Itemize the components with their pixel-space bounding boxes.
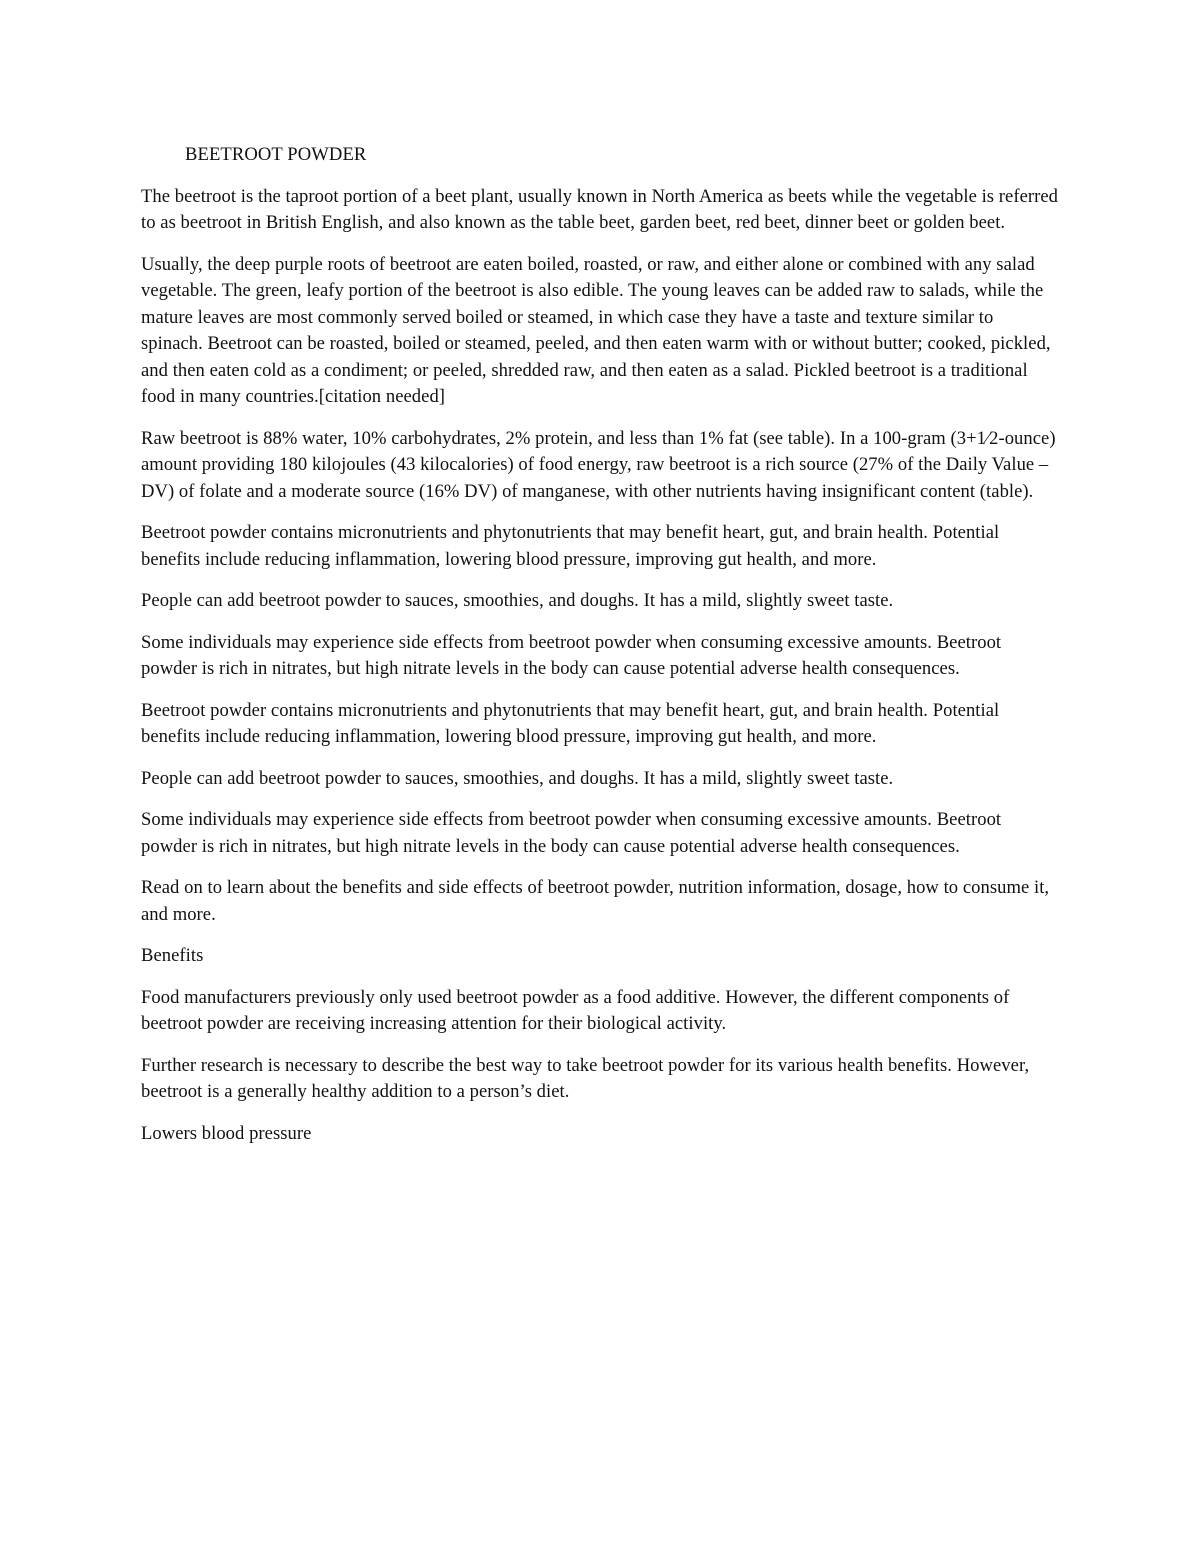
document-body <box>141 142 1059 1162</box>
section-heading-benefits: Benefits <box>141 945 204 966</box>
paragraph-food-additive: Food manufacturers previously only used beetroot powder as a food additive. However, the different components of beetroot powder are receiving increasing attention for their biological activity. <box>141 986 1010 1034</box>
paragraph-powder-benefits: Beetroot powder contains micronutrients and phytonutrients that may benefit heart, gut, and brain health. Potential benefits include reducing inflammation, lowering blood pressure, improving gut health, and more. <box>141 522 1000 570</box>
document-title: BEETROOT POWDER <box>185 144 367 165</box>
paragraph-powder-benefits-repeat: Beetroot powder contains micronutrients and phytonutrients that may benefit heart, gut, and brain health. Potential benefits include reducing inflammation, lowering blood pressure, improving gut health, and more. <box>141 699 1000 747</box>
paragraph-beetroot-definition: The beetroot is the taproot portion of a beet plant, usually known in North America as beets while the vegetable is referred to as beetroot in British English, and also known as the table beet, garden beet, red beet, dinner beet or golden beet. <box>141 185 1059 233</box>
paragraph-culinary-uses: Usually, the deep purple roots of beetroot are eaten boiled, roasted, or raw, and either alone or combined with any salad vegetable. The green, leafy portion of the beetroot is also edible. The young leaves can be added raw to salads, while the mature leaves are most commonly served boiled or steamed, in which case they have a taste and texture similar to spinach. Beetroot can be roasted, boiled or steamed, peeled, and then eaten warm with or without butter; cooked, pickled, and then eaten cold as a condiment; or peeled, shredded raw, and then eaten as a salad. Pickled beetroot is a traditional food in many countries.[citation needed] <box>141 253 1051 407</box>
paragraph-powder-uses: People can add beetroot powder to sauces, smoothies, and doughs. It has a mild, slightly sweet taste. <box>141 590 894 611</box>
paragraph-nutrition: Raw beetroot is 88% water, 10% carbohydrates, 2% protein, and less than 1% fat (see table). In a 100-gram (3+1⁄2-ounce) amount providing 180 kilojoules (43 kilocalories) of food energy, raw beetroot is a rich source (27% of the Daily Value – DV) of folate and a moderate source (16% DV) of manganese, with other nutrients having insignificant content (table). <box>141 427 1056 502</box>
paragraph-read-on: Read on to learn about the benefits and side effects of beetroot powder, nutrition information, dosage, how to consume it, and more. <box>141 877 1050 925</box>
paragraph-side-effects: Some individuals may experience side effects from beetroot powder when consuming excessive amounts. Beetroot powder is rich in nitrates, but high nitrate levels in the body can cause potential adverse health consequences. <box>141 631 1002 679</box>
paragraph-side-effects-repeat: Some individuals may experience side effects from beetroot powder when consuming excessive amounts. Beetroot powder is rich in nitrates, but high nitrate levels in the body can cause potential adverse health consequences. <box>141 809 1002 857</box>
paragraph-further-research: Further research is necessary to describe the best way to take beetroot powder for its various health benefits. However, beetroot is a generally healthy addition to a person’s diet. <box>141 1054 1030 1102</box>
section-heading-lowers-blood-pressure: Lowers blood pressure <box>141 1122 312 1144</box>
paragraph-powder-uses-repeat: People can add beetroot powder to sauces, smoothies, and doughs. It has a mild, slightly sweet taste. <box>141 767 894 789</box>
